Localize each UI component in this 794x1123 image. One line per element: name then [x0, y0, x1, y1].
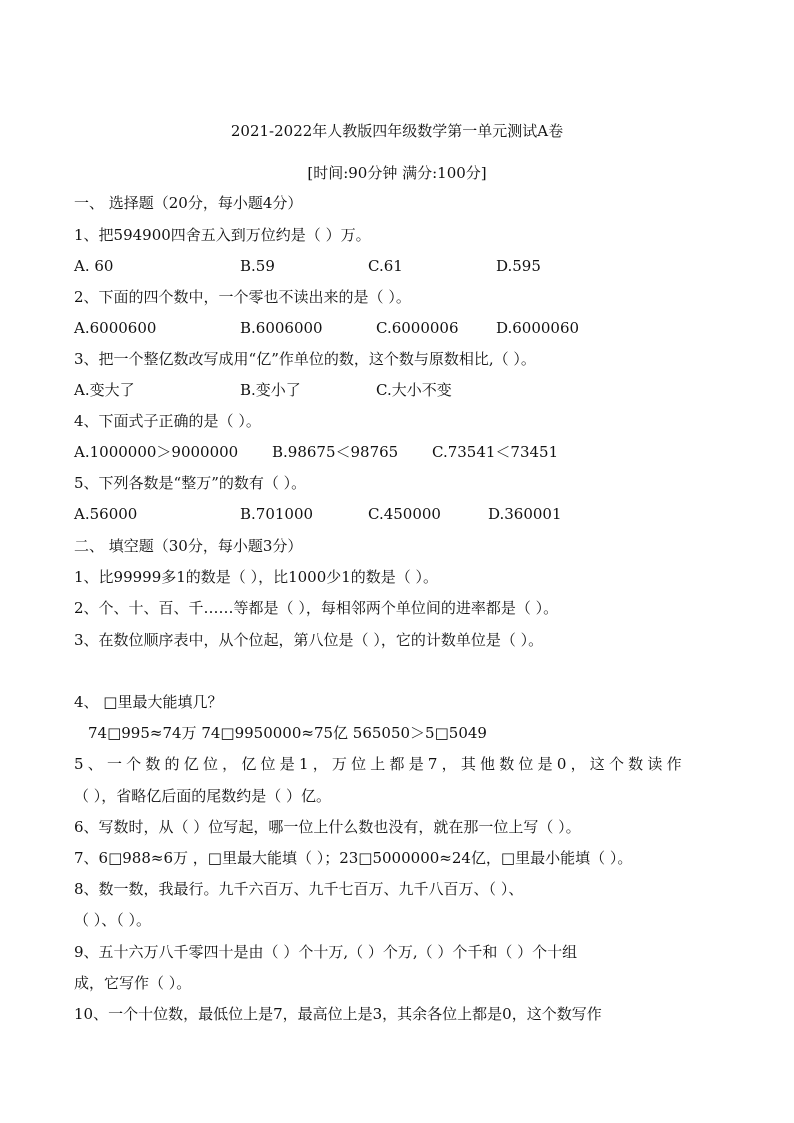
q1-2-option-d: D.6000060	[496, 319, 580, 337]
question-2-5-line1: 5、一个数的亿位，亿位是1，万位上都是7，其他数位是0，这个数读作	[74, 755, 686, 773]
q1-5-option-a: A.56000	[74, 505, 138, 523]
question-2-6: 6、写数时，从（ ）位写起，哪一位上什么数也没有，就在那一位上写（ ）。	[74, 818, 581, 836]
question-1-2: 2、下面的四个数中，一个零也不读出来的是（ ）。	[74, 288, 411, 306]
q1-1-option-c: C.61	[368, 257, 403, 275]
q1-1-option-a: A. 60	[74, 257, 114, 275]
q1-3-option-b: B.变小了	[240, 381, 301, 399]
q1-5-option-b: B.701000	[240, 505, 314, 523]
question-2-5-line2: （ ），省略亿后面的尾数约是（ ）亿。	[74, 787, 332, 805]
q1-5-option-d: D.360001	[488, 505, 562, 523]
page-subtitle: [时间:90分钟 满分:100分]	[307, 164, 487, 182]
q1-5-option-c: C.450000	[368, 505, 441, 523]
q1-3-option-c: C.大小不变	[376, 381, 452, 399]
q1-4-option-c: C.73541＜73451	[432, 443, 559, 461]
q1-3-option-a: A.变大了	[74, 381, 135, 399]
q1-1-option-b: B.59	[240, 257, 275, 275]
question-2-1: 1、比99999多1的数是（ ），比1000少1的数是（ ）。	[74, 568, 439, 586]
question-1-3: 3、把一个整亿数改写成用“亿”作单位的数，这个数与原数相比,（ ）。	[74, 350, 536, 368]
q1-2-option-c: C.6000006	[376, 319, 459, 337]
question-2-2: 2、个、十、百、千……等都是（ ），每相邻两个单位间的进率都是（ ）。	[74, 599, 559, 617]
question-1-1: 1、把594900四舍五入到万位约是（ ）万。	[74, 226, 371, 244]
section1-heading: 一、 选择题（20分，每小题4分）	[74, 194, 303, 212]
question-2-9-line2: 成，它写作（ ）。	[74, 974, 192, 992]
q1-4-option-b: B.98675＜98765	[272, 443, 399, 461]
question-2-7: 7、6□988≈6万 ，□里最大能填（ ）；23□5000000≈24亿，□里最小能填（ ）。	[74, 849, 633, 867]
question-2-4-items: 74□995≈74万 74□9950000≈75亿 565050＞5□5049	[88, 724, 487, 742]
page-title: 2021-2022年人教版四年级数学第一单元测试A卷	[230, 122, 564, 140]
question-2-8-line2: （ ）、（ ）。	[74, 911, 152, 929]
question-2-10-line1: 10、一个十位数，最低位上是7，最高位上是3，其余各位上都是0，这个数写作	[74, 1005, 602, 1023]
question-2-8-line1: 8、数一数，我最行。九千六百万、九千七百万、九千八百万、（ ）、	[74, 880, 524, 898]
question-2-4: 4、 □里最大能填几？	[74, 693, 223, 711]
question-2-9-line1: 9、五十六万八千零四十是由（ ）个十万,（ ）个万,（ ）个千和（ ）个十组	[74, 943, 578, 961]
section2-heading: 二、 填空题（30分，每小题3分）	[74, 537, 303, 555]
q1-4-option-a: A.1000000＞9000000	[74, 443, 239, 461]
question-1-5: 5、下列各数是“整万”的数有（ ）。	[74, 474, 307, 492]
question-1-4: 4、下面式子正确的是（ ）。	[74, 412, 261, 430]
q1-2-option-b: B.6006000	[240, 319, 323, 337]
question-2-3: 3、在数位顺序表中，从个位起，第八位是（ ），它的计数单位是（ ）。	[74, 631, 544, 649]
q1-2-option-a: A.6000600	[74, 319, 157, 337]
q1-1-option-d: D.595	[496, 257, 541, 275]
